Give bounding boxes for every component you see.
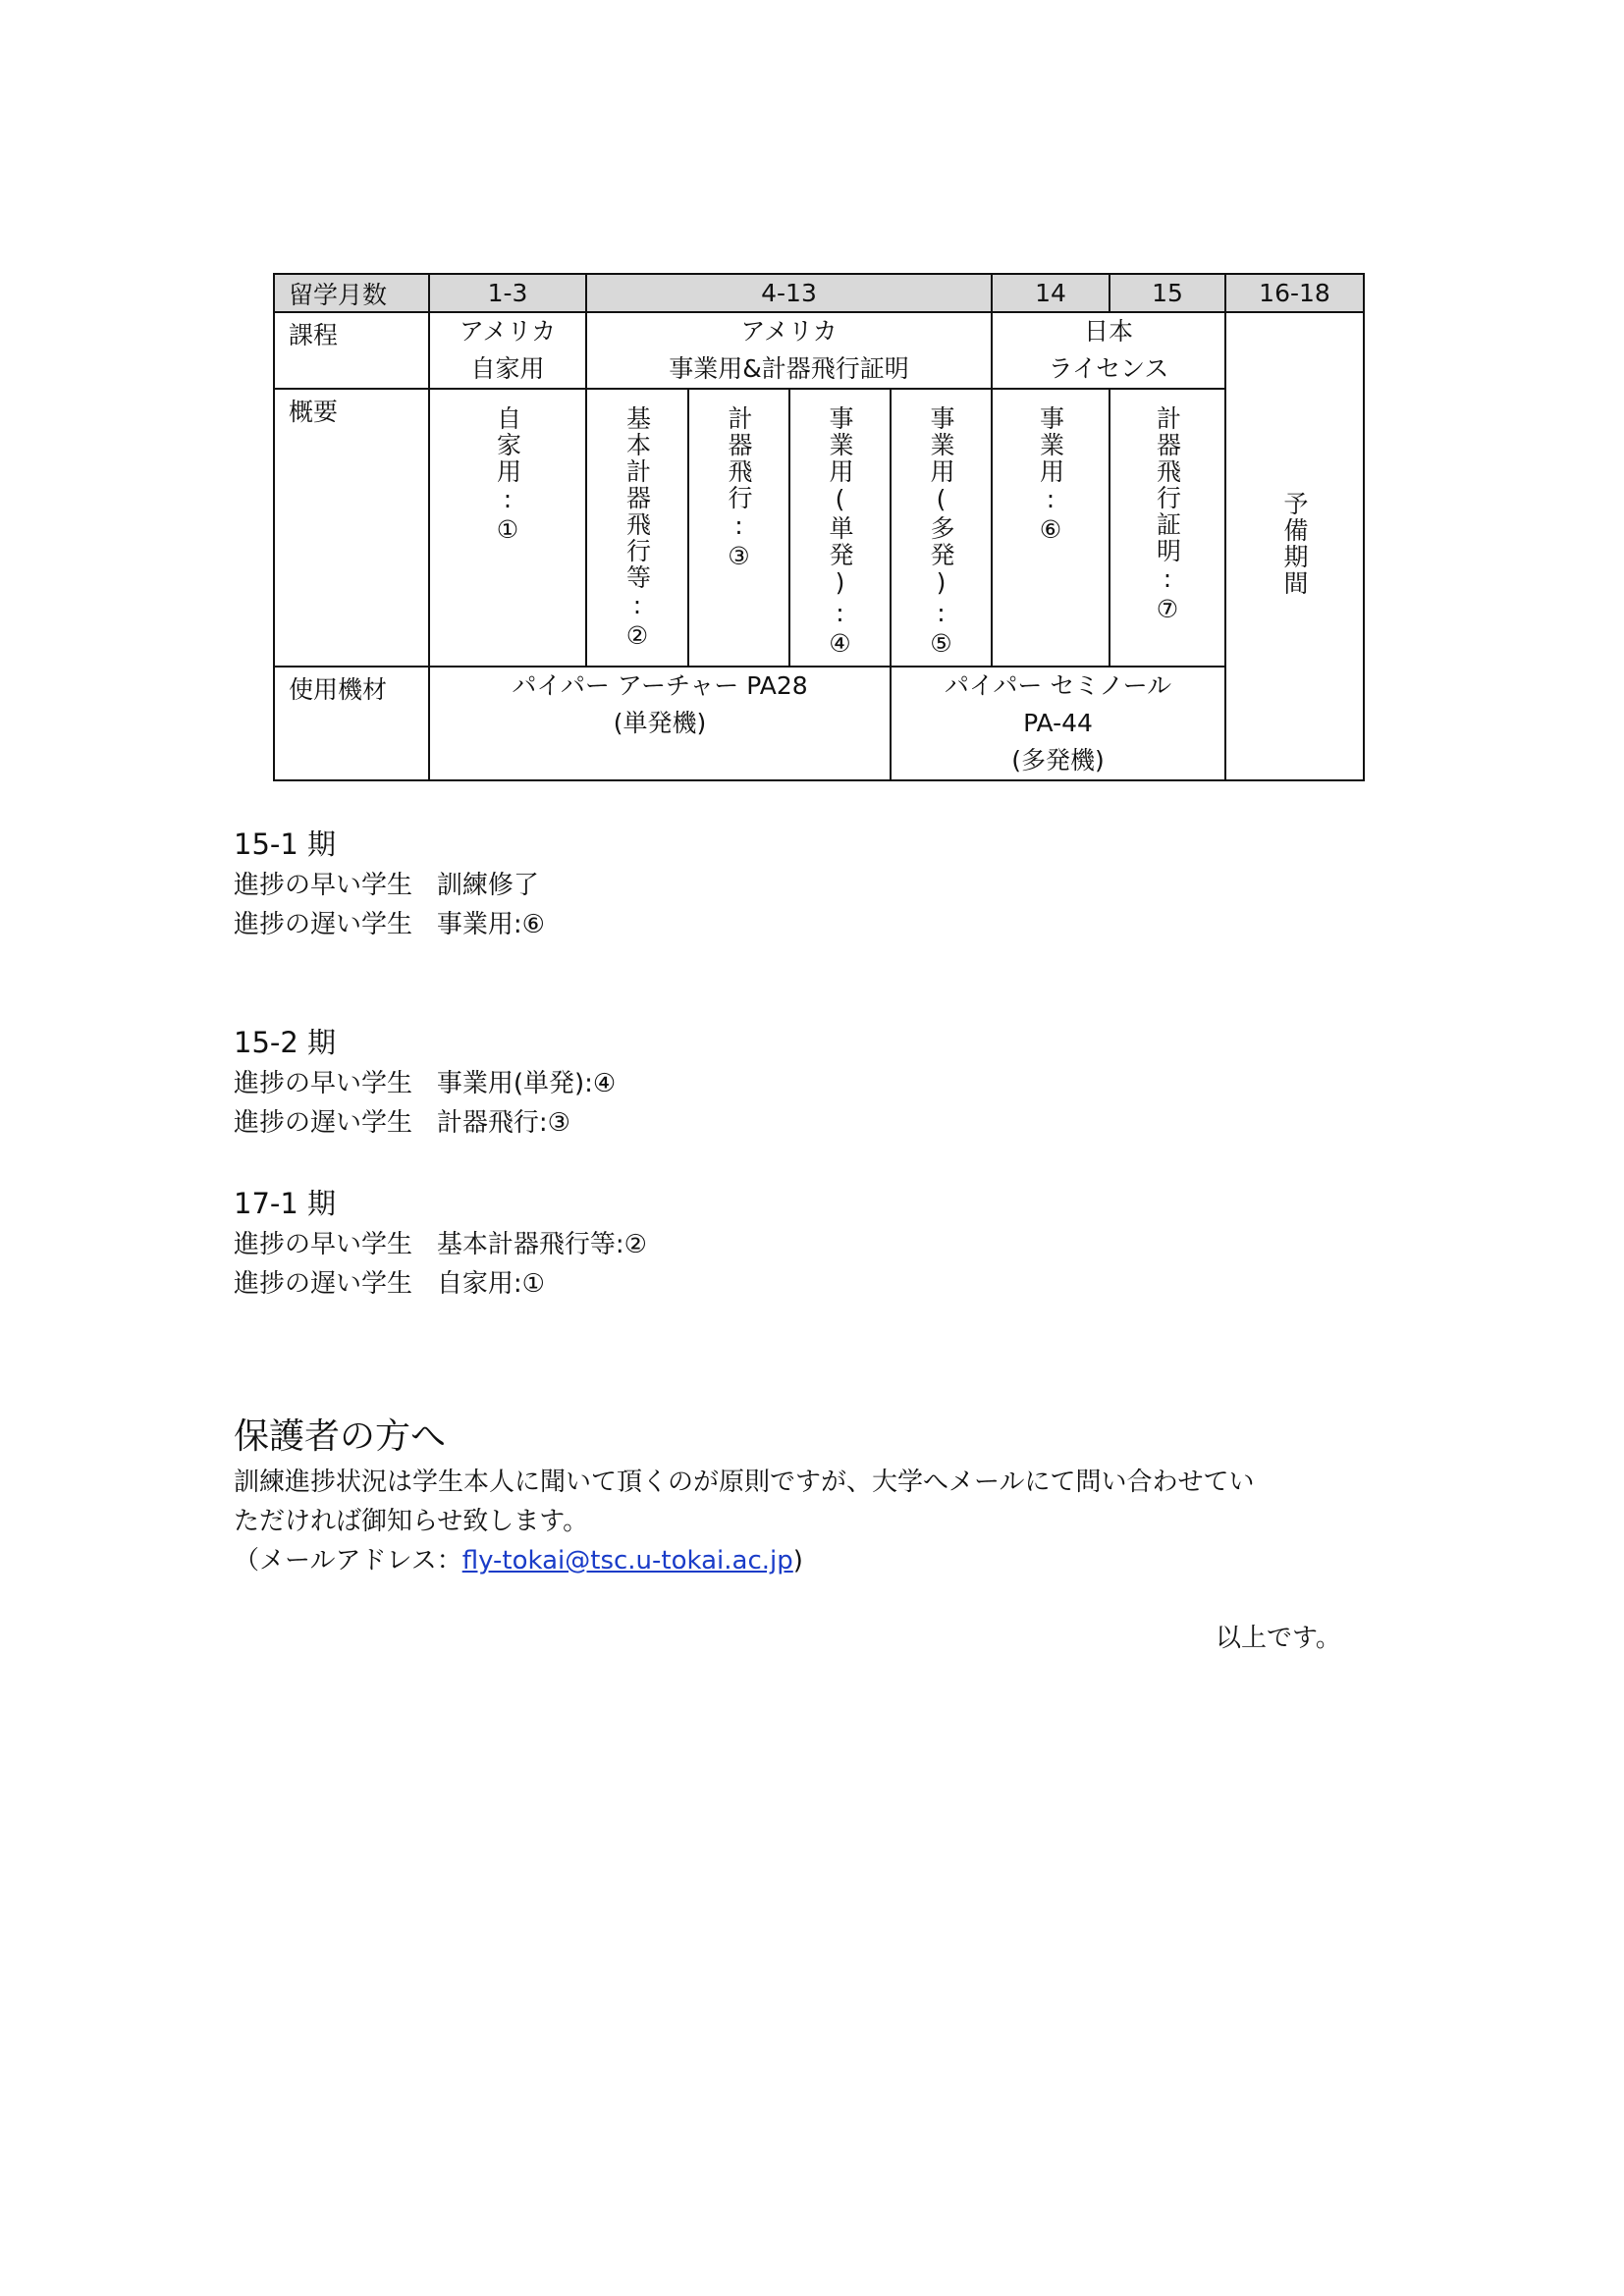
equipment-single-line1: パイパー アーチャー PA28 [512, 671, 808, 700]
equipment-multi-engine [891, 667, 1225, 780]
course-usa-private-line2: 自家用 [470, 354, 545, 383]
course-japan [992, 312, 1225, 389]
overview-item: 事業用:⑥ [1036, 405, 1065, 546]
fast-student-row [234, 866, 545, 905]
term-title: 15-1 期 [234, 828, 337, 861]
closing-text: 以上です。 [1216, 1624, 1341, 1653]
months-14: 14 [992, 274, 1110, 312]
overview-basic-instrument [586, 389, 688, 667]
fast-student-value: 訓練修了 [436, 871, 539, 900]
term-title: 17-1 期 [234, 1187, 337, 1220]
course-usa-commercial-line2: 事業用&計器飛行証明 [669, 354, 909, 383]
guardian-text-line1: 訓練進捗状況は学生本人に聞いて頂くのが原則ですが、大学へメールにて問い合わせてい [234, 1468, 1255, 1497]
months-4-13: 4-13 [586, 274, 992, 312]
overview-item: 基本計器飛行等:② [623, 405, 652, 652]
reserve-period-text: 予備期間 [1280, 490, 1309, 597]
slow-student-row [234, 1264, 647, 1304]
guardian-text-line2: ただければ御知らせ致します。 [234, 1507, 589, 1536]
course-usa-private [429, 312, 586, 389]
guardian-heading: 保護者の方へ [234, 1416, 447, 1457]
overview-label: 概要 [274, 389, 429, 667]
overview-item: 自家用:① [493, 405, 522, 546]
equipment-multi-line2: PA-44 [1023, 709, 1093, 737]
slow-student-row [234, 1103, 616, 1143]
term-block-15-1 [234, 823, 545, 944]
overview-commercial-multi [891, 389, 992, 667]
email-prefix: （メールアドレス： [234, 1546, 462, 1575]
equipment-multi-line1: パイパー セミノール [944, 671, 1172, 700]
slow-student-value: 事業用:⑥ [436, 910, 545, 939]
training-schedule-table [273, 273, 1365, 781]
overview-commercial-single [789, 389, 891, 667]
months-1-3: 1-3 [429, 274, 586, 312]
equipment-single-engine [429, 667, 891, 780]
months-16-18: 16-18 [1225, 274, 1364, 312]
reserve-period-cell [1225, 312, 1364, 780]
term-block-15-2 [234, 1021, 616, 1143]
slow-student-value: 計器飛行:③ [436, 1108, 570, 1138]
equipment-single-line2: (単発機) [613, 709, 707, 737]
course-usa-commercial-line1: アメリカ [740, 317, 838, 346]
fast-student-label: 進捗の早い学生 [234, 871, 413, 900]
slow-student-value: 自家用:① [436, 1269, 545, 1299]
email-suffix: ) [792, 1546, 803, 1575]
months-15: 15 [1110, 274, 1225, 312]
course-usa-commercial [586, 312, 992, 389]
guardian-notice [234, 1412, 1432, 1580]
term-block-17-1 [234, 1182, 647, 1304]
email-link[interactable]: fly-tokai@tsc.u-tokai.ac.jp [461, 1546, 793, 1575]
slow-student-row [234, 905, 545, 944]
course-usa-private-line1: アメリカ [459, 317, 557, 346]
fast-student-row [234, 1064, 616, 1103]
course-japan-line2: ライセンス [1048, 354, 1169, 383]
months-label: 留学月数 [274, 274, 429, 312]
fast-student-value: 事業用(単発):④ [436, 1069, 617, 1098]
overview-instrument-cert [1110, 389, 1225, 667]
equipment-multi-line3: (多発機) [1011, 746, 1105, 774]
fast-student-value: 基本計器飛行等:② [436, 1230, 647, 1259]
overview-item: 事業用(多発):⑤ [927, 405, 955, 660]
term-title: 15-2 期 [234, 1026, 337, 1059]
slow-student-label: 進捗の遅い学生 [234, 910, 413, 939]
equipment-label: 使用機材 [274, 667, 429, 780]
fast-student-row [234, 1225, 647, 1264]
overview-commercial-japan [992, 389, 1110, 667]
fast-student-label: 進捗の早い学生 [234, 1069, 413, 1098]
overview-item: 計器飛行:③ [725, 405, 753, 572]
course-label: 課程 [274, 312, 429, 389]
overview-item: 計器飛行証明:⑦ [1153, 405, 1182, 625]
course-japan-line1: 日本 [1083, 317, 1133, 346]
overview-item: 事業用(単発):④ [826, 405, 854, 660]
slow-student-label: 進捗の遅い学生 [234, 1108, 413, 1138]
overview-private [429, 389, 586, 667]
overview-instrument [688, 389, 789, 667]
fast-student-label: 進捗の早い学生 [234, 1230, 413, 1259]
slow-student-label: 進捗の遅い学生 [234, 1269, 413, 1299]
guardian-email-line [234, 1541, 1432, 1580]
